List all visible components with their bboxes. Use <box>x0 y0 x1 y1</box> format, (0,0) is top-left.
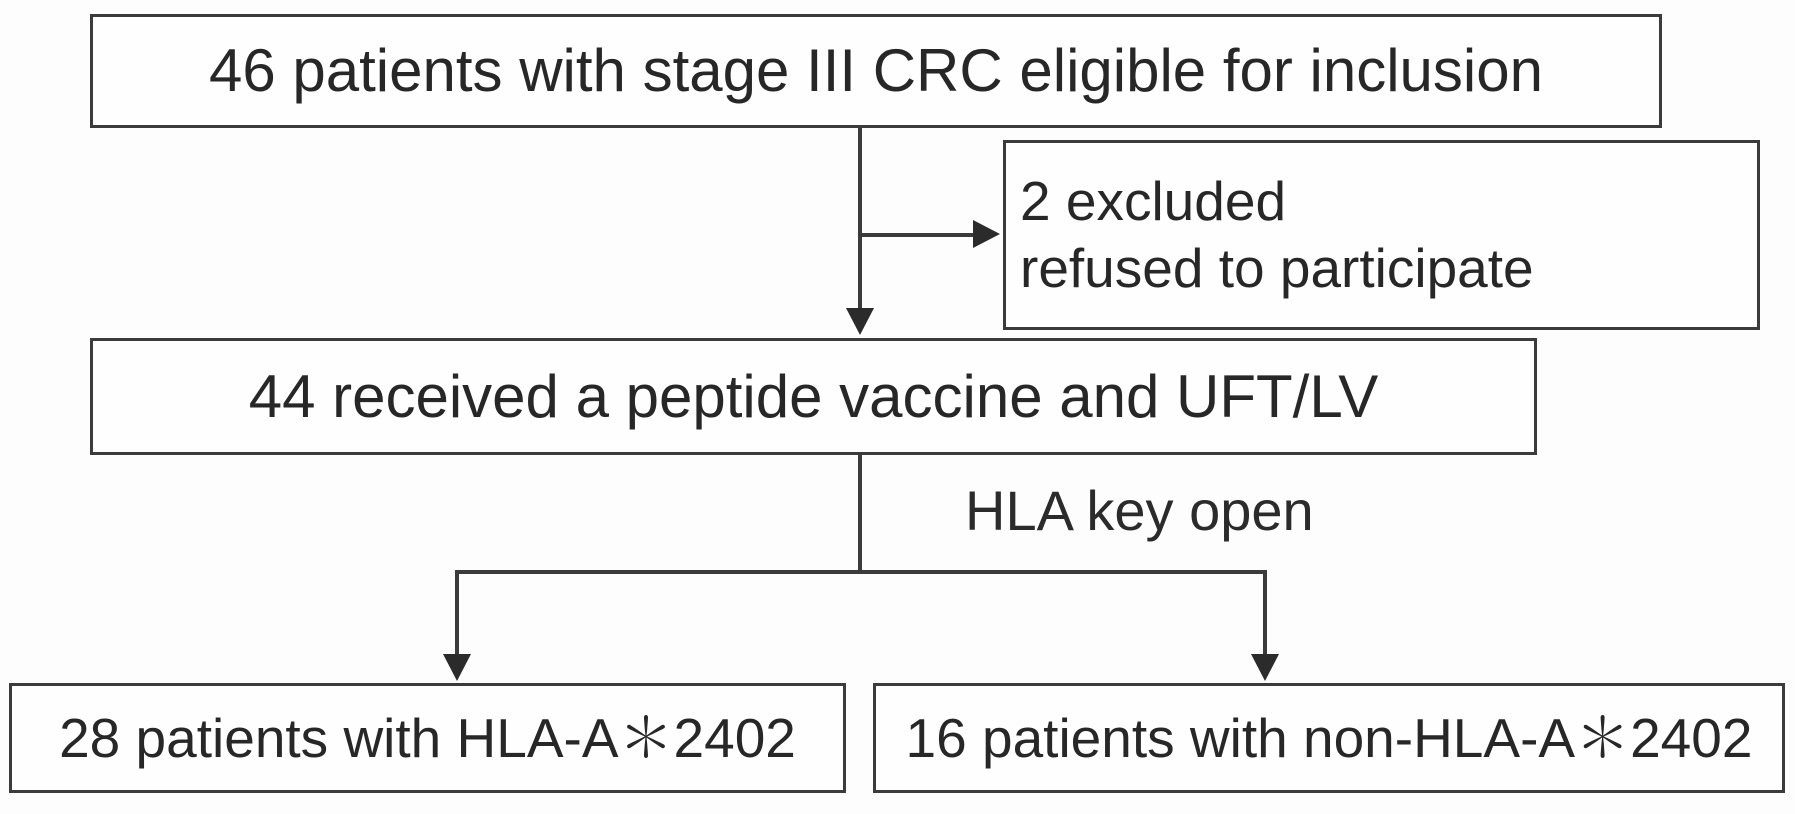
connector-branch-excluded <box>858 233 974 237</box>
hla-key-open-label: HLA key open <box>965 479 1314 542</box>
arrowhead-into-hla-negative <box>1251 654 1279 681</box>
connector-split-line <box>455 570 1267 574</box>
flow-box-hla-negative <box>873 683 1785 793</box>
flow-box-hla-positive-text: 28 patients with HLA-A＊2402 <box>59 707 796 769</box>
flow-box-excluded-line1: 2 excluded <box>1020 169 1287 232</box>
flow-box-excluded-line2: refused to participate <box>1020 237 1534 299</box>
arrowhead-into-received <box>846 308 874 335</box>
arrowhead-into-hla-positive <box>443 654 471 681</box>
flow-box-eligible <box>90 14 1662 128</box>
arrowhead-into-excluded <box>973 220 1000 248</box>
connector-drop-hla-negative <box>1263 570 1267 655</box>
connector-received-to-split <box>858 455 862 574</box>
connector-eligible-to-received <box>858 128 862 309</box>
flow-box-hla-positive <box>9 683 846 793</box>
flow-box-received-text: 44 received a peptide vaccine and UFT/LV <box>248 362 1379 430</box>
connector-drop-hla-positive <box>455 570 459 655</box>
flow-box-received <box>90 338 1537 455</box>
flow-box-hla-negative-text: 16 patients with non-HLA-A＊2402 <box>905 707 1753 769</box>
flow-box-excluded <box>1003 140 1760 330</box>
flow-box-eligible-text: 46 patients with stage III CRC eligible for inclusion <box>208 37 1543 104</box>
